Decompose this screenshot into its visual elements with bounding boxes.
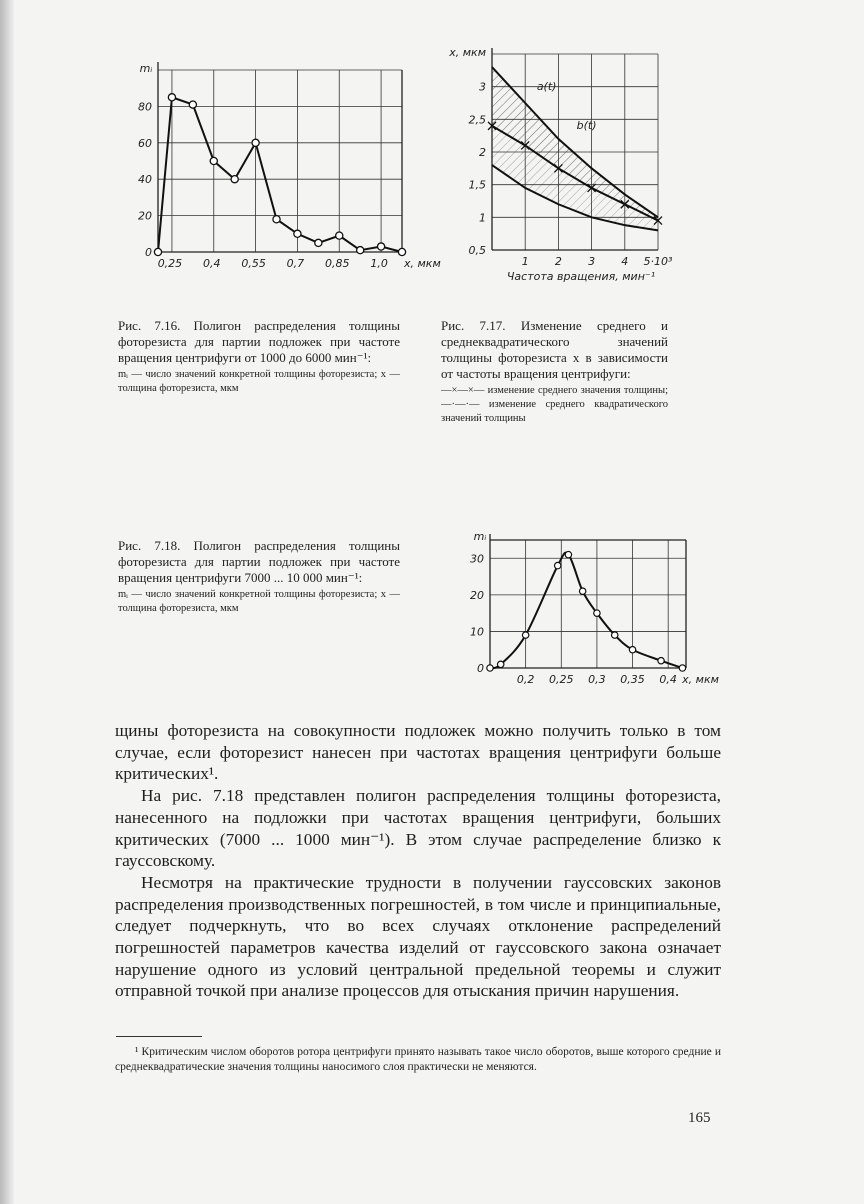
data-point — [210, 157, 217, 164]
data-point — [398, 248, 405, 255]
x-tick-label: 1 — [521, 255, 529, 268]
data-point — [168, 94, 175, 101]
figure-7-18-caption-text: Рис. 7.18. Полигон распределения толщины фоторезиста для партии подложек при частоте вращения центрифуги 7000 ... 10 000 мин⁻¹: — [118, 538, 400, 585]
x-tick-label: 0,35 — [620, 673, 645, 686]
x-axis-label: Частота вращения, мин⁻¹ — [506, 270, 656, 283]
x-tick-label: 0,25 — [157, 257, 183, 270]
x-axis-label: x, мкм — [682, 673, 719, 686]
figure-7-18-chart — [450, 526, 719, 706]
curve-label-a: a(t) — [536, 79, 557, 93]
x-tick-label: 0,55 — [241, 257, 266, 270]
data-point — [252, 139, 259, 146]
figure-7-17-legend: —×—×— изменение среднего значения толщины; —·—·— изменение среднего квадратического значений толщины — [441, 385, 668, 424]
x-tick-label: 1,0 — [370, 257, 388, 270]
data-point — [294, 230, 301, 237]
data-point — [658, 657, 664, 663]
figure-7-16-chart — [120, 56, 440, 286]
x-tick-label: 0,4 — [203, 257, 221, 270]
figure-7-16-legend: mᵢ — число значений конкретной толщины фоторезиста; x — толщина фоторезиста, мкм — [118, 369, 400, 394]
curve-label-b: b(t) — [576, 119, 597, 133]
data-point — [357, 247, 364, 254]
y-tick-label: 80 — [138, 100, 152, 114]
x-tick-label: 0,3 — [588, 673, 606, 686]
y-tick-label: 2 — [479, 146, 486, 159]
x-tick-label: 5·10³ — [643, 255, 673, 268]
figure-7-17-caption — [441, 318, 668, 426]
data-point — [629, 647, 635, 653]
y-tick-label: 60 — [138, 136, 152, 150]
y-axis-label: x, мкм — [449, 46, 486, 59]
data-point — [612, 632, 618, 638]
data-point — [565, 551, 571, 557]
y-tick-label: 40 — [138, 173, 152, 187]
x-axis-label: x, мкм — [404, 257, 441, 270]
data-point — [497, 661, 503, 667]
data-point — [522, 632, 528, 638]
data-point — [594, 610, 600, 616]
data-point — [315, 239, 322, 246]
data-point — [579, 588, 585, 594]
paragraph-1: щины фоторезиста на совокупности подложек можно получить только в том случае, если фоторезист нанесен при частотах вращения центрифуги больше критических¹. — [115, 721, 721, 784]
page-number: 165 — [688, 1110, 711, 1126]
y-tick-label: 0,5 — [468, 244, 486, 257]
data-point — [336, 232, 343, 239]
figure-7-18-caption — [118, 538, 400, 616]
y-axis-label: mᵢ — [473, 530, 487, 543]
data-point — [154, 248, 161, 255]
figure-7-16-caption-text: Рис. 7.16. Полигон распределения толщины фоторезиста для партии подложек при частоте вращения центрифуги от 1000 до 6000 мин⁻¹: — [118, 318, 400, 365]
data-point — [377, 243, 384, 250]
x-tick-label: 0,2 — [516, 673, 535, 686]
data-curve — [490, 553, 682, 668]
data-point — [189, 101, 196, 108]
x-tick-label: 0,85 — [325, 257, 350, 270]
paragraph-2: На рис. 7.18 представлен полигон распределения толщины фоторезиста, нанесенного на подложки при частотах вращения центрифуги, больших критических (7000 ... 1000 мин⁻¹). В этом случае распределение близко к гауссовскому. — [115, 786, 721, 871]
y-tick-label: 2,5 — [468, 113, 486, 127]
y-axis-label: mᵢ — [139, 62, 153, 75]
paragraph-3: Несмотря на практические трудности в получении гауссовских законов распределения производственных погрешностей, в том числе и принципиальные, следует подчеркнуть, что во всех случаях отклонение распределений погрешностей параметров качества изделий от гауссовского закона означает нарушение одного из условий центральной предельной теоремы и служит отправной точкой при анализе процессов для отыскания причин нарушения. — [115, 872, 721, 1001]
data-line — [158, 97, 402, 252]
y-tick-label: 30 — [470, 552, 484, 566]
y-tick-label: 10 — [470, 625, 484, 639]
footnote-rule — [116, 1036, 202, 1037]
x-tick-label: 2 — [554, 255, 562, 268]
y-tick-label: 3 — [479, 80, 486, 94]
x-tick-label: 0,7 — [286, 257, 305, 270]
y-tick-label: 20 — [138, 209, 152, 223]
data-point — [679, 665, 685, 671]
y-tick-label: 0 — [145, 246, 152, 259]
figure-7-17-caption-text: Рис. 7.17. Изменение среднего и среднеквадратического значений толщины фоторезиста x в зависимости от частоты вращения центрифуги: — [441, 318, 668, 381]
figure-7-16-caption — [118, 318, 400, 396]
y-tick-label: 1 — [479, 211, 486, 225]
x-tick-label: 0,4 — [659, 673, 677, 686]
data-point — [555, 562, 561, 568]
data-point — [273, 216, 280, 223]
y-tick-label: 0 — [477, 662, 484, 675]
x-tick-label: 0,25 — [549, 673, 574, 686]
footnote: ¹ Критическим числом оборотов ротора центрифуги принято называть такое число оборотов, выше которого средние и среднеквадратические значения толщины наносимого слоя практически не меняются. — [115, 1046, 721, 1073]
y-tick-label: 1,5 — [468, 178, 486, 192]
y-tick-label: 20 — [470, 588, 484, 602]
x-tick-label: 4 — [621, 255, 629, 268]
data-point — [487, 665, 493, 671]
body-text — [115, 720, 721, 1002]
figure-7-17-chart — [440, 40, 680, 300]
x-tick-label: 3 — [588, 255, 596, 268]
data-point — [231, 176, 238, 183]
figure-7-18-legend: mᵢ — число значений конкретной толщины фоторезиста; x — толщина фоторезиста, мкм — [118, 589, 400, 614]
